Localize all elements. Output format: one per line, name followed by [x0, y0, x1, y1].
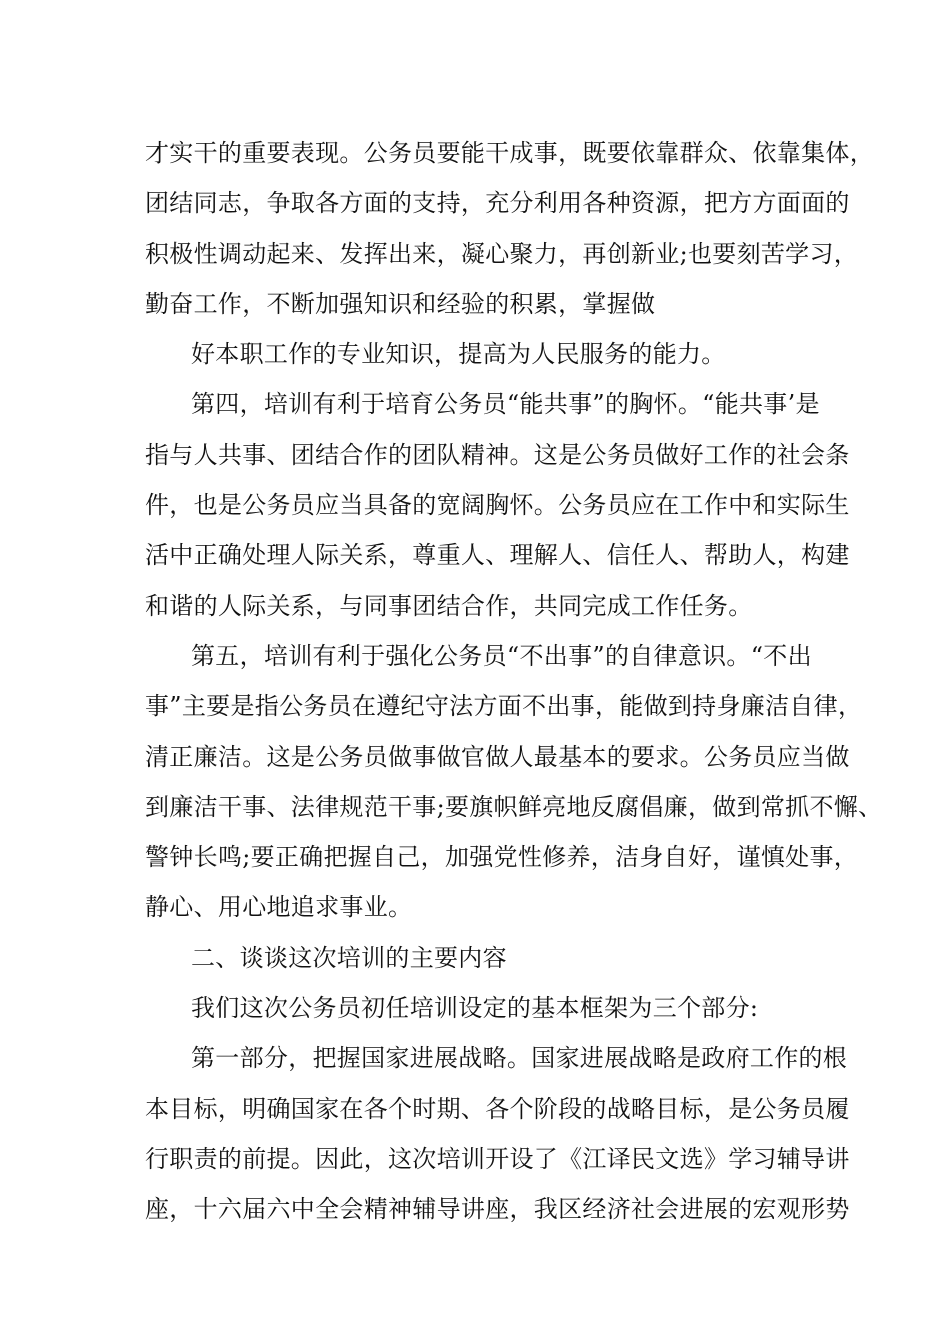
text-line: 好本职工作的专业知识，提高为人民服务的能力。	[191, 340, 726, 369]
text-line: 才实干的重要表现。公务员要能干成事，既要依靠群众、依靠集体，	[145, 139, 874, 167]
paragraph-start-line: 第一部分，把握国家进展战略。国家进展战略是政府工作的根	[191, 1044, 848, 1073]
text-line: 指与人共事、团结合作的团队精神。这是公务员做好工作的社会条	[145, 440, 850, 469]
text-line: 事”主要是指公务员在遵纪守法方面不出事，能做到持身廉洁自律，	[145, 692, 863, 721]
paragraph-start-line: 第五，培训有利于强化公务员“不出事”的自律意识。“不出	[191, 641, 812, 670]
text-line: 本目标，明确国家在各个时期、各个阶段的战略目标，是公务员履	[145, 1094, 850, 1123]
text-line: 清正廉洁。这是公务员做事做官做人最基本的要求。公务员应当做	[145, 742, 850, 771]
text-line: 件，也是公务员应当具备的宽阔胸怀。公务员应在工作中和实际生	[145, 491, 850, 520]
text-line: 座，十六届六中全会精神辅导讲座，我区经济社会进展的宏观形势	[145, 1195, 850, 1224]
text-line: 到廉洁干事、法律规范干事;要旗帜鲜亮地反腐倡廉，做到常抓不懈、	[145, 792, 883, 821]
section-heading: 二、谈谈这次培训的主要内容	[191, 943, 507, 972]
paragraph-start-line: 我们这次公务员初任培训设定的基本框架为三个部分:	[191, 994, 759, 1023]
text-line: 行职责的前提。因此，这次培训开设了《江译民文选》学习辅导讲	[145, 1144, 850, 1173]
text-line: 勤奋工作，不断加强知识和经验的积累，掌握做	[145, 289, 656, 318]
text-line: 积极性调动起来、发挥出来，凝心聚力，再创新业;也要刻苦学习，	[145, 239, 859, 268]
document-body	[145, 128, 883, 1235]
text-line: 静心、用心地追求事业。	[145, 893, 413, 922]
text-line: 团结同志，争取各方面的支持，充分利用各种资源，把方方面面的	[145, 189, 850, 218]
paragraph-start-line: 第四，培训有利于培育公务员“能共事”的胸怀。“能共事’是	[191, 390, 820, 419]
text-line: 和谐的人际关系，与同事团结合作，共同完成工作任务。	[145, 591, 753, 620]
text-line: 警钟长鸣;要正确把握自己，加强党性修养，洁身自好，谨慎处事，	[145, 843, 859, 872]
text-line: 活中正确处理人际关系，尊重人、理解人、信任人、帮助人，构建	[145, 541, 850, 570]
